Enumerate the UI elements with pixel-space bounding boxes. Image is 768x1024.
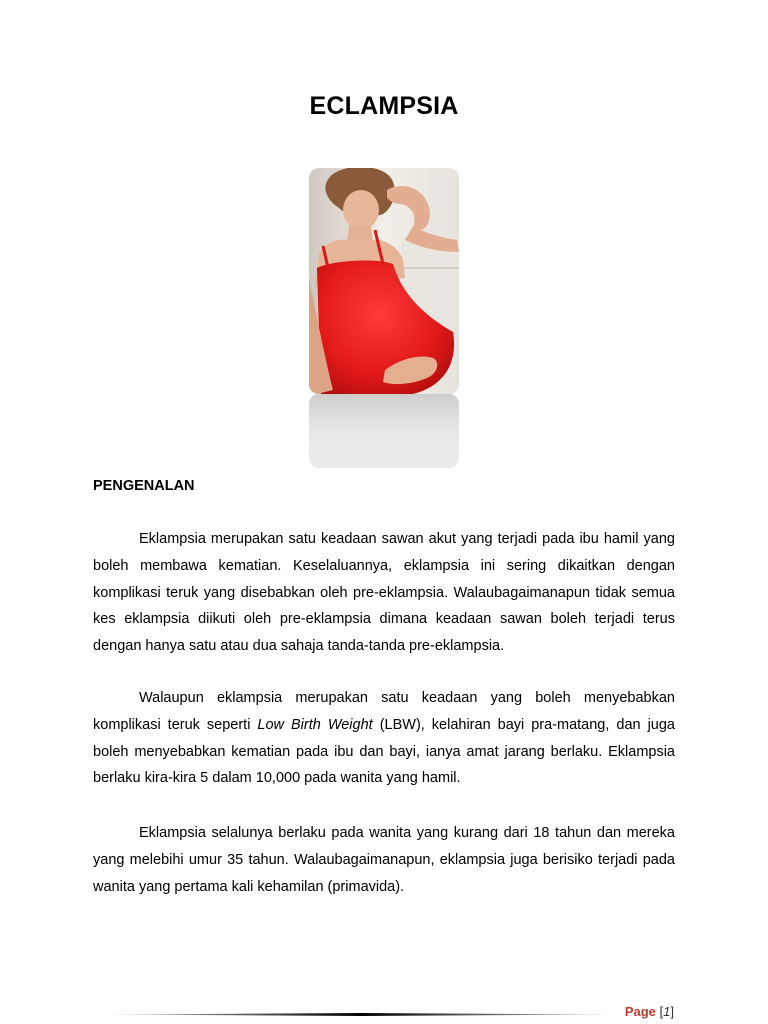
section-heading: PENGENALAN xyxy=(93,478,195,494)
bracket-open: [ xyxy=(659,1004,664,1019)
paragraph-2-italic: Low Birth Weight xyxy=(257,716,373,733)
paragraph-2-after: (LBW), kelahiran bayi pra-matang, dan juga boleh menyebabkan kematian pada ibu dan bayi, ianya amat jarang berlaku. Eklampsia berlaku kira-kira 5 dalam 10,000 pada wanita yang hamil. xyxy=(93,716,675,787)
footer-divider xyxy=(106,1013,616,1016)
page-number: 1 xyxy=(663,1004,671,1019)
pregnant-woman-photo xyxy=(309,168,459,468)
page-number-label xyxy=(625,1004,674,1019)
paragraph-2-before: Walaupun eklampsia merupakan satu keadaan yang boleh menyebabkan komplikasi teruk seperti xyxy=(93,690,675,733)
page-word: Page xyxy=(624,1004,656,1019)
paragraph-1: Eklampsia merupakan satu keadaan sawan akut yang terjadi pada ibu hamil yang boleh membawa kematian. Keselaluannya, eklampsia ini sering dikaitkan dengan komplikasi teruk yang disebabkan oleh pre-eklampsia. Walaubagaimanapun tidak semua kes eklampsia diikuti oleh pre-eklampsia dimana keadaan sawan boleh terjadi terus dengan hanya satu atau dua sahaja tanda-tanda pre-eklampsia. xyxy=(93,531,675,655)
photo-illustration xyxy=(309,168,459,468)
paragraph-3: Eklampsia selalunya berlaku pada wanita yang kurang dari 18 tahun dan mereka yang melebihi umur 35 tahun. Walaubagaimanapun, eklampsia juga berisiko terjadi pada wanita yang pertama kali kehamilan (primavida). xyxy=(93,825,675,895)
bracket-close: ] xyxy=(670,1004,674,1019)
document-title: ECLAMPSIA xyxy=(309,92,459,120)
paragraph-2 xyxy=(93,685,675,792)
